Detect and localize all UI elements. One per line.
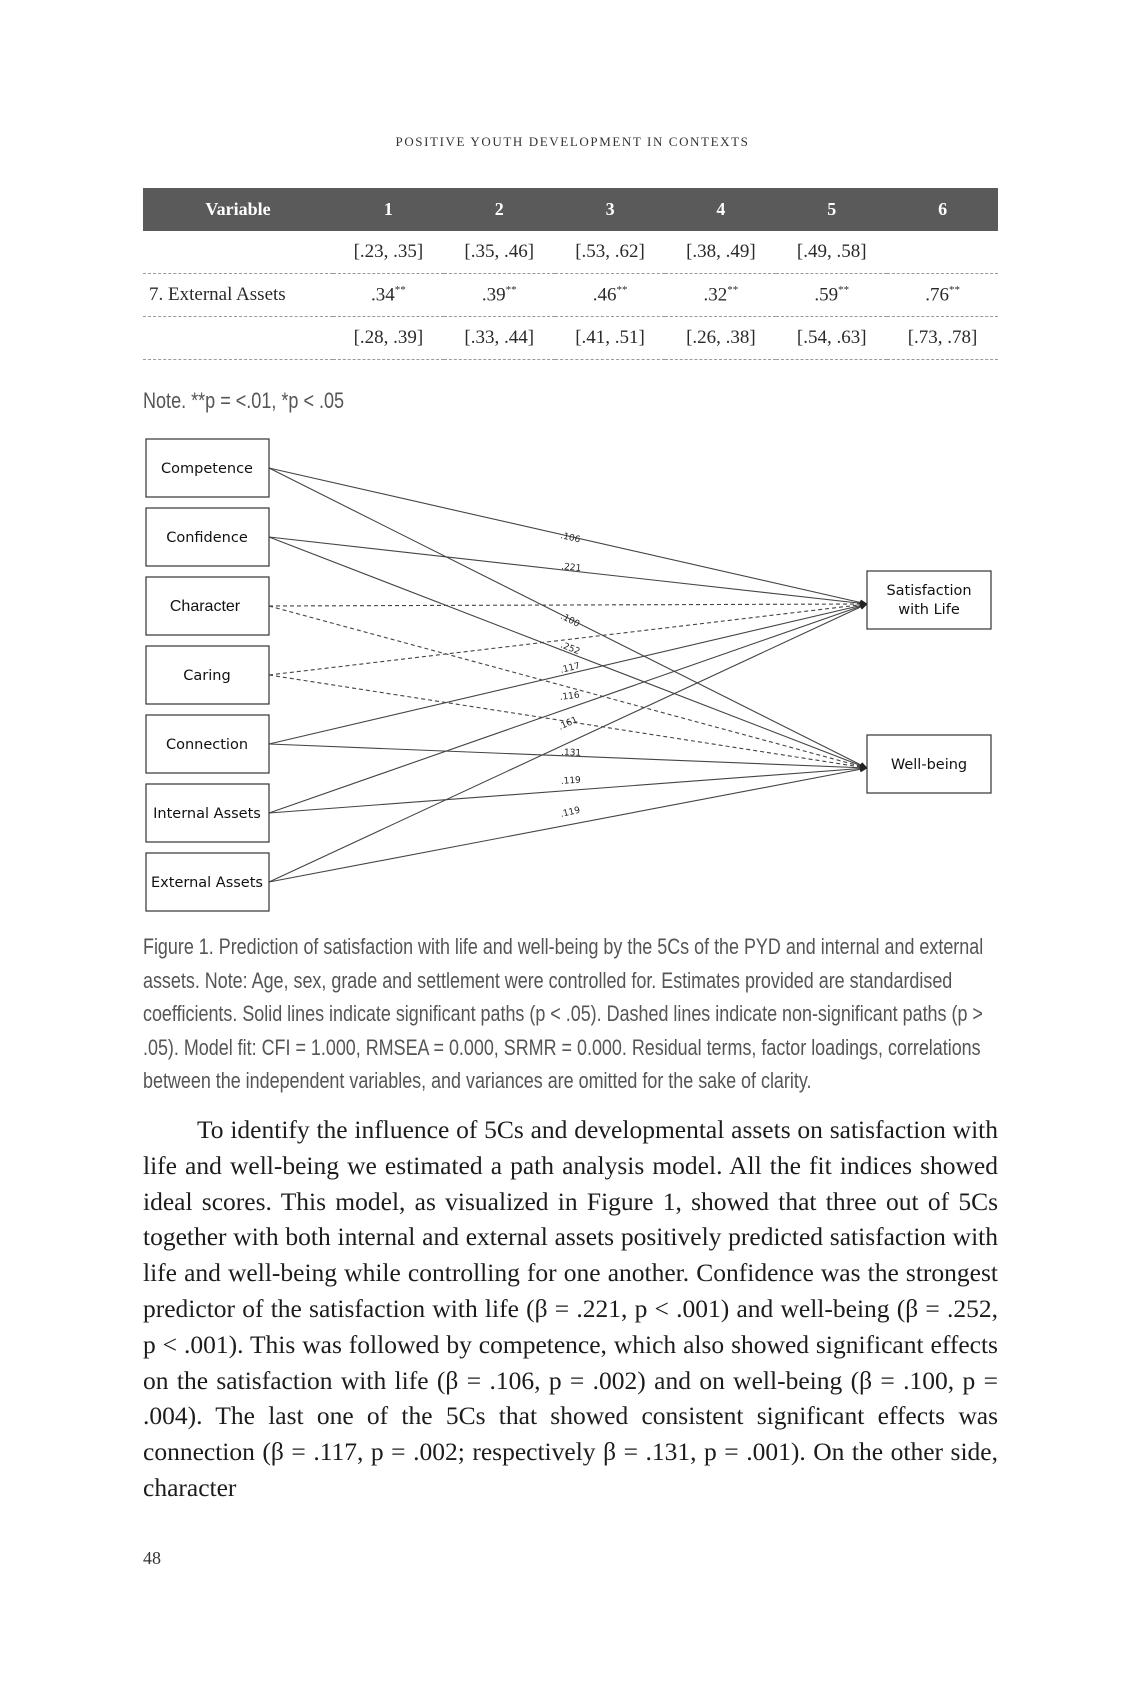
table-cell: [.73, .78] [887,317,998,360]
table-header-row [143,188,998,231]
significance-mark: ** [838,283,850,296]
coefficient: .39 [481,284,506,306]
coefficient: .46 [592,284,617,306]
table-cell [665,274,776,317]
path-label: .119 [559,805,582,820]
path-label: .252 [558,640,582,658]
predictor-caring: Caring [183,668,231,684]
path-label: .221 [560,562,582,575]
coefficient: .32 [703,284,728,306]
path-coefficient-labels [557,531,582,820]
table-cell: [.49, .58] [776,231,887,274]
outcome-wellbeing: Well-being [890,757,968,773]
table-cell [887,231,998,274]
path-label: .116 [559,690,581,703]
table-note: Note. **p = <.01, *p < .05 [143,388,345,413]
significance-mark: ** [727,283,739,296]
table-cell: [.53, .62] [555,231,666,274]
page-number: 48 [143,1548,161,1568]
table-row [143,317,998,360]
predictor-connection: Connection [165,737,249,753]
table-cell: [.23, .35] [333,231,444,274]
table-cell: [.41, .51] [555,317,666,360]
coefficient: .59 [814,284,839,306]
predictor-internal-assets: Internal Assets [153,806,261,822]
coefficient: .76 [925,284,949,306]
table-cell: [.38, .49] [665,231,776,274]
table-header-cell: 2 [444,188,555,231]
path-label: .131 [560,748,582,759]
table-header-cell: 6 [887,188,998,231]
significance-mark: ** [948,283,960,296]
significance-mark: ** [394,283,406,296]
table-cell [143,317,333,360]
path-character-to-satisfaction [269,604,867,606]
significance-mark: ** [616,283,628,296]
correlation-table [143,188,998,360]
path-diagram [140,432,1002,916]
table-cell [444,274,555,317]
path-character-to-wellbeing [269,606,867,768]
path-label: .106 [559,531,582,546]
path-label: .161 [557,715,580,733]
outcome-satisfaction-line1: Satisfaction [886,583,972,599]
coefficient: .34 [371,284,395,306]
table-header-cell: 3 [555,188,666,231]
predictor-confidence: Confidence [166,530,248,546]
table-header-cell: 4 [665,188,776,231]
table-cell: [.35, .46] [444,231,555,274]
path-label: .119 [560,775,582,787]
outcome-satisfaction-line2: with Life [898,602,960,618]
table-cell [143,231,333,274]
table-header-cell: Variable [143,188,333,231]
table-cell [333,274,444,317]
table-cell: [.28, .39] [333,317,444,360]
table-row-label: 7. External Assets [143,274,333,317]
predictor-competence: Competence [161,461,253,477]
table-cell [776,274,887,317]
running-head: POSITIVE YOUTH DEVELOPMENT IN CONTEXTS [395,134,750,149]
table-cell [887,274,998,317]
outcome-boxes [867,571,991,793]
significance-mark: ** [505,283,517,296]
table-cell: [.33, .44] [444,317,555,360]
path-lines [269,468,867,882]
body-paragraph: To identify the influence of 5Cs and developmental assets on satisfaction with life and well-being we estimated a path analysis model. All the fit indices showed ideal scores. This model, as visualized in Figure 1, showed that three out of 5Cs together with both internal and external assets positively predicted satisfaction with life and well-being while controlling for one another. Confidence was the strongest predictor of the satisfaction with life (β = .221, p < .001) and well-being (β = .252, p < .001). This was followed by competence, which also showed significant effects on the satisfaction with life (β = .106, p = .002) and on well-being (β = .100, p = .004). The last one of the 5Cs that showed consistent significant effects was connection (β = .117, p = .002; respectively β = .131, p = .001). On the other side, character [143,1115,998,1502]
table-row [143,274,998,317]
table-cell: [.26, .38] [665,317,776,360]
table-header-cell: 5 [776,188,887,231]
path-internal-to-wellbeing [269,768,867,813]
predictor-character: Character [169,598,241,615]
path-label: .117 [559,661,582,676]
table-header-cell: 1 [333,188,444,231]
table-row [143,231,998,274]
predictor-external-assets: External Assets [151,875,263,891]
predictor-boxes [146,439,269,911]
table-cell: [.54, .63] [776,317,887,360]
figure-caption: Figure 1. Prediction of satisfaction with life and well-being by the 5Cs of the PYD and internal and external assets. Note: Age, sex, grade and settlement were controlled for. Estimates provided are standardised coefficients. Solid lines indicate significant paths (p < .05). Dashed lines indicate non-significant paths (p > .05). Model fit: CFI = 1.000, RMSEA = 0.000, SRMR = 0.000. Residual terms, factor loadings, correlations between the independent variables, and variances are omitted for the sake of clarity. [143,934,984,1093]
path-label: .100 [558,611,582,630]
table-cell [555,274,666,317]
